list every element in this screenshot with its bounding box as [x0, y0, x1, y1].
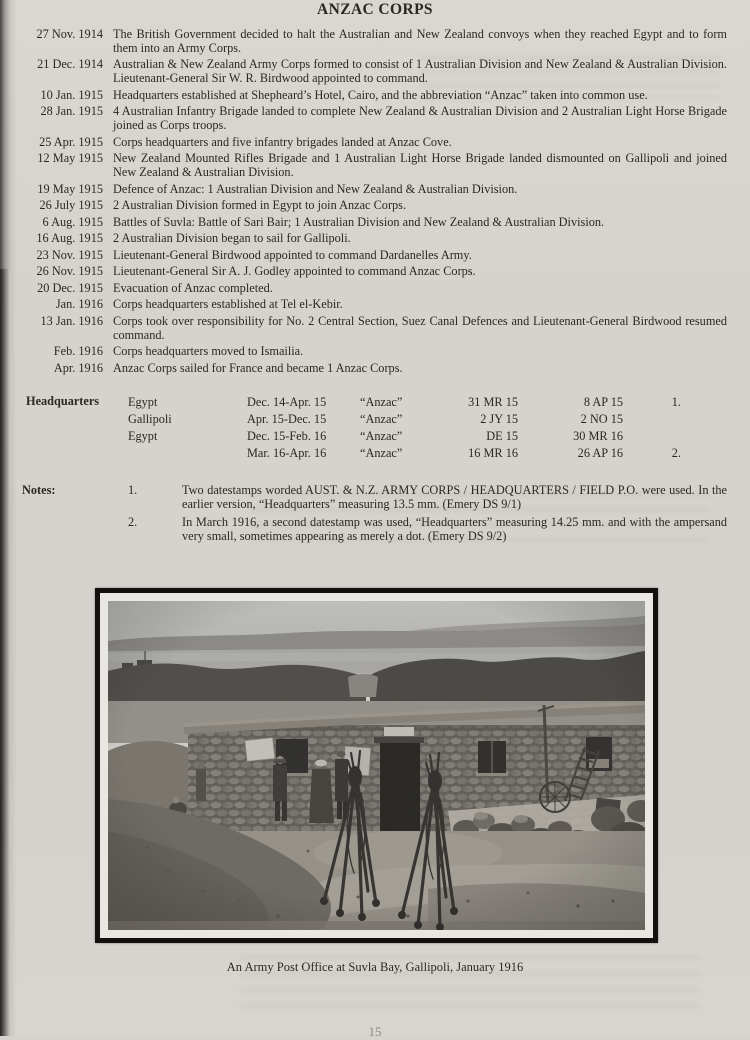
timeline-entry: [0, 28, 727, 56]
notes-list: [128, 484, 727, 544]
hq-earliest-date: 2 JY 15: [480, 412, 518, 426]
entry-text: 2 Australian Division began to sail for Gallipoli.: [113, 231, 351, 246]
entry-date: 16 Aug. 1915: [36, 231, 103, 246]
entry-text: Evacuation of Anzac completed.: [113, 280, 273, 295]
timeline-entry: [0, 216, 727, 230]
entry-text: Corps headquarters established at Tel el-Kebir.: [113, 297, 343, 312]
photo-army-post-office: [108, 601, 645, 930]
hq-inscription: “Anzac”: [360, 395, 403, 409]
timeline-entry: [0, 183, 727, 197]
entry-text: New Zealand Mounted Rifles Brigade and 1 Australian Light Horse Brigade landed dismounted on Gallipoli and joined New Zealand & Australian Division.: [113, 151, 727, 180]
page-title: ANZAC CORPS: [317, 1, 433, 18]
timeline-entry: [0, 199, 727, 213]
hq-latest-date: 8 AP 15: [583, 395, 623, 409]
hq-earliest-date: DE 15: [486, 429, 518, 443]
entry-date: 20 Dec. 1915: [37, 280, 103, 295]
timeline-entry: [0, 89, 727, 103]
entry-date: 13 Jan. 1916: [40, 313, 103, 328]
hq-location: Egypt: [128, 395, 158, 409]
hq-note-ref: 1.: [671, 395, 681, 409]
hq-location: Gallipoli: [128, 412, 172, 426]
entry-date: 12 May 1915: [37, 151, 103, 166]
entry-date: 10 Jan. 1915: [40, 87, 103, 102]
timeline: [0, 28, 750, 378]
timeline-entry: [0, 152, 727, 180]
timeline-entry: [0, 362, 727, 376]
timeline-entry: [0, 315, 727, 343]
entry-date: 28 Jan. 1915: [40, 104, 103, 119]
headquarters-row: [128, 445, 750, 462]
headquarters-row: [128, 394, 750, 411]
hq-inscription: “Anzac”: [360, 412, 403, 426]
hq-latest-date: 30 MR 16: [573, 429, 623, 443]
note-number: 1.: [128, 483, 138, 497]
timeline-entry: [0, 265, 727, 279]
timeline-entry: [0, 232, 727, 246]
note-item: [128, 516, 727, 544]
hq-latest-date: 26 AP 16: [577, 446, 623, 460]
entry-text: Lieutenant-General Sir A. J. Godley appointed to command Anzac Corps.: [113, 264, 476, 279]
entry-date: 27 Nov. 1914: [36, 27, 103, 41]
timeline-entry: [0, 298, 727, 312]
note-number: 2.: [128, 514, 138, 529]
page-number: 15: [368, 1024, 382, 1039]
hq-period: Apr. 15-Dec. 15: [247, 412, 327, 426]
hq-earliest-date: 16 MR 16: [468, 446, 518, 460]
headquarters-section: [0, 394, 750, 462]
entry-text: Corps took over responsibility for No. 2 Central Section, Suez Canal Defences and Lieutenant-General Birdwood resumed command.: [113, 313, 727, 342]
entry-date: 6 Aug. 1915: [42, 214, 103, 229]
entry-text: Anzac Corps sailed for France and became 1 Anzac Corps.: [113, 360, 403, 375]
entry-text: 2 Australian Division formed in Egypt to join Anzac Corps.: [113, 198, 407, 213]
hq-inscription: “Anzac”: [360, 429, 403, 443]
entry-date: 21 Dec. 1914: [37, 57, 103, 72]
hq-location: [128, 445, 247, 462]
hq-period: Dec. 15-Feb. 16: [247, 429, 327, 443]
hq-earliest-date: 31 MR 15: [468, 395, 518, 409]
headquarters-table: [128, 394, 750, 462]
timeline-entry: [0, 249, 727, 263]
notes-section: [0, 484, 750, 548]
entry-date: Apr. 1916: [53, 360, 103, 375]
hq-period: Dec. 14-Apr. 15: [247, 395, 327, 409]
timeline-entry: [0, 345, 727, 359]
entry-text: Defence of Anzac: 1 Australian Division and New Zealand & Australian Division.: [113, 181, 518, 196]
photo-caption: An Army Post Office at Suvla Bay, Gallipoli, January 1916: [226, 960, 524, 974]
entry-text: Battles of Suvla: Battle of Sari Bair; 1 Australian Division and New Zealand & Australian Division.: [113, 214, 605, 229]
hq-latest-date: 2 NO 15: [580, 412, 623, 426]
photo-vignette: [108, 601, 645, 930]
timeline-entry: [0, 282, 727, 296]
note-text: In March 1916, a second datestamp was used, “Headquarters” measuring 14.25 mm. and with the ampersand very small, sometimes appearing as merely a dot. (Emery DS 9/2): [182, 514, 727, 543]
entry-text: Lieutenant-General Birdwood appointed to command Dardanelles Army.: [113, 247, 472, 262]
entry-text: The British Government decided to halt the Australian and New Zealand convoys when they reached Egypt and to form them into an Army Corps.: [113, 27, 727, 55]
note-text: Two datestamps worded AUST. & N.Z. ARMY CORPS / HEADQUARTERS / FIELD P.O. were used. In the earlier version, “Headquarters” measuring 13.5 mm. (Emery DS 9/1): [182, 483, 727, 511]
entry-text: 4 Australian Infantry Brigade landed to complete New Zealand & Australian Division and 2 Australian Light Horse Brigade joined as Corps troops.: [113, 104, 727, 133]
entry-text: Corps headquarters moved to Ismailia.: [113, 344, 304, 359]
timeline-entry: [0, 136, 727, 150]
hq-period: Mar. 16-Apr. 16: [247, 446, 327, 460]
entry-date: 23 Nov. 1915: [36, 247, 103, 262]
headquarters-label: Headquarters: [26, 394, 100, 408]
entry-text: Headquarters established at Shepheard’s Hotel, Cairo, and the abbreviation “Anzac” taken into common use.: [113, 87, 648, 102]
entry-date: 19 May 1915: [37, 181, 103, 196]
photo-frame: [95, 588, 658, 943]
hq-inscription: “Anzac”: [360, 446, 403, 460]
entry-date: Jan. 1916: [55, 297, 103, 312]
headquarters-row: [128, 428, 750, 445]
entry-date: 25 Apr. 1915: [39, 134, 103, 149]
notes-label: Notes:: [22, 483, 56, 497]
hq-location: Egypt: [128, 429, 158, 443]
note-item: [128, 484, 727, 512]
entry-date: Feb. 1916: [53, 344, 103, 359]
entry-text: Corps headquarters and five infantry brigades landed at Anzac Cove.: [113, 134, 452, 149]
hq-note-ref: 2.: [671, 446, 681, 460]
headquarters-row: [128, 411, 750, 428]
timeline-entry: [0, 105, 727, 133]
entry-date: 26 July 1915: [39, 198, 103, 213]
hq-note-ref: [623, 411, 681, 428]
entry-date: 26 Nov. 1915: [36, 264, 103, 279]
timeline-entry: [0, 58, 727, 86]
hq-note-ref: [623, 428, 681, 445]
photo-matte: [100, 593, 653, 938]
entry-text: Australian & New Zealand Army Corps formed to consist of 1 Australian Division and New Zealand & Australian Division. Lieutenant-General Sir W. R. Birdwood appointed to command.: [113, 57, 727, 86]
